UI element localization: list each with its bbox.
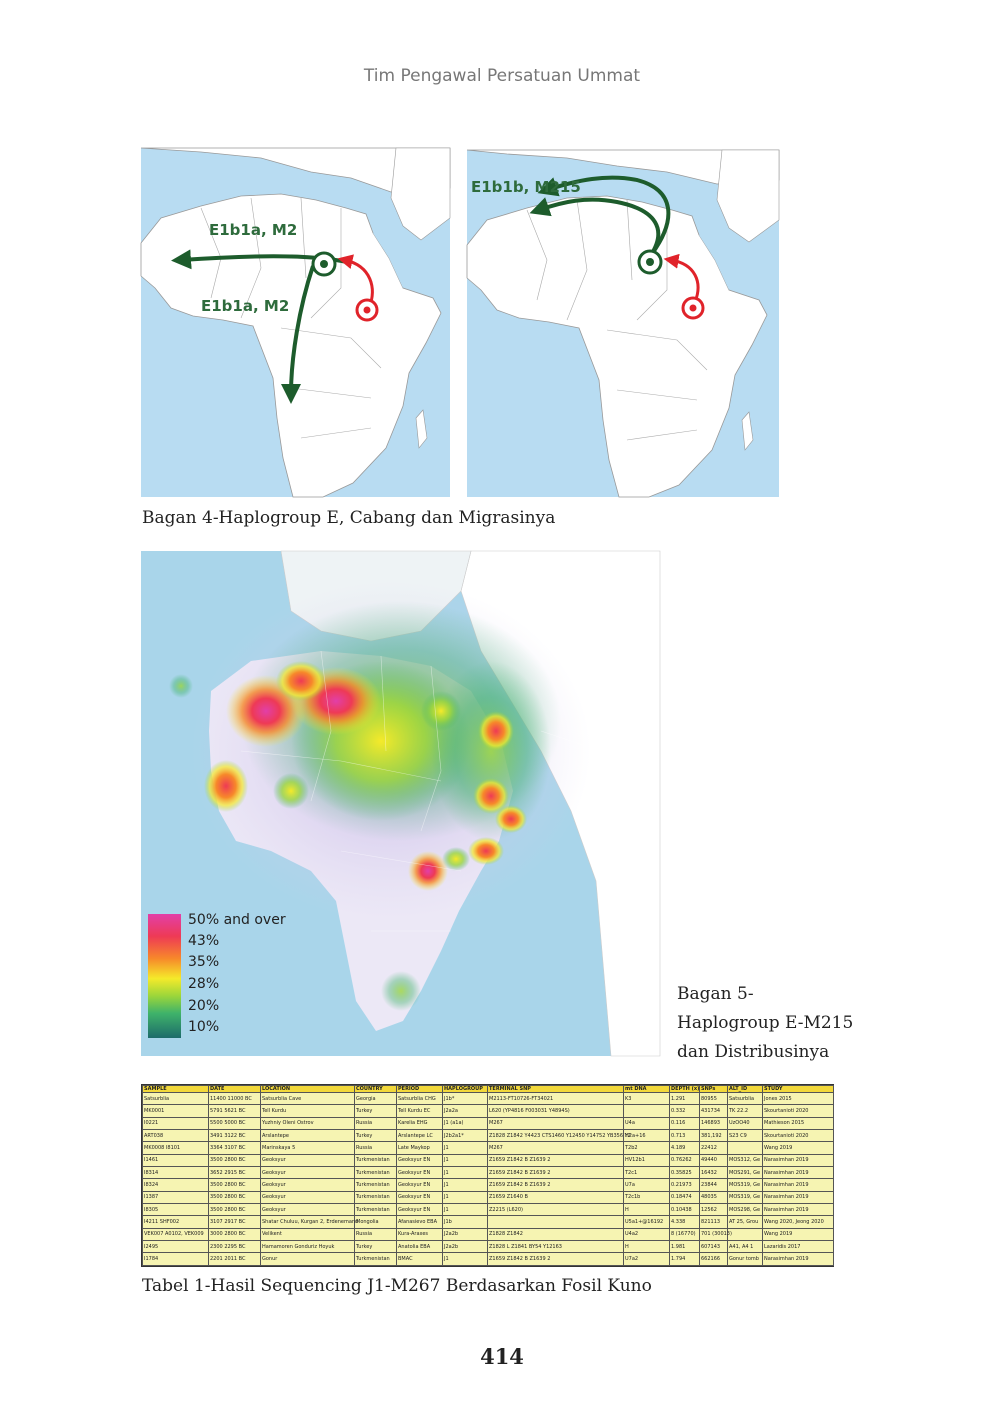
table-cell: 5500 5000 BC	[209, 1117, 261, 1129]
table-cell: Shatar Chuluu, Kurgan 2, Erdenemand	[261, 1216, 355, 1228]
table-cell: 0.116	[670, 1117, 700, 1129]
table-header-cell: HAPLOGROUP	[443, 1086, 488, 1093]
table-cell: Z2215 (L620)	[488, 1204, 624, 1216]
table-cell: Narasimhan 2019	[763, 1154, 834, 1166]
table-header-cell: LOCATION	[261, 1086, 355, 1093]
table-cell: Russia	[355, 1117, 397, 1129]
figure4-caption: Bagan 4-Haplogroup E, Cabang dan Migrasinya	[142, 508, 556, 528]
table-row	[143, 1142, 834, 1154]
table-cell: Afanasievo EBA	[397, 1216, 443, 1228]
table-cell: S23 C9	[728, 1130, 763, 1142]
table-header-cell: STUDY	[763, 1086, 834, 1093]
table-cell: 146893	[700, 1117, 728, 1129]
table-cell: MOS312, Ge	[728, 1154, 763, 1166]
table-header-cell: ALT_ID	[728, 1086, 763, 1093]
table-cell: J2a2b	[443, 1228, 488, 1240]
table-cell: Anatolia EBA	[397, 1241, 443, 1253]
table-cell: Velikent	[261, 1228, 355, 1240]
table-cell: J1b*	[443, 1093, 488, 1105]
table-cell: Late Maykop	[397, 1142, 443, 1154]
table-cell: 0.332	[670, 1105, 700, 1117]
table-cell: 431734	[700, 1105, 728, 1117]
table-cell: I1387	[143, 1191, 209, 1203]
table-cell: 1.291	[670, 1093, 700, 1105]
legend-level: 10%	[188, 1019, 220, 1035]
table-cell: VEK007 A0102, VEK009	[143, 1228, 209, 1240]
table-row	[143, 1191, 834, 1203]
table-row	[143, 1167, 834, 1179]
table-cell: MOS291, Ge	[728, 1167, 763, 1179]
table-cell: ART038	[143, 1130, 209, 1142]
table-cell: J1 (a1a)	[443, 1117, 488, 1129]
table-cell: M2113-FT10726-FT34021	[488, 1093, 624, 1105]
table-cell: Karelia EHG	[397, 1117, 443, 1129]
table-cell	[488, 1216, 624, 1228]
table-cell: Z1659 Z1842 B Z1639 2	[488, 1154, 624, 1166]
table-cell: MK0001	[143, 1105, 209, 1117]
table-cell: Narasimhan 2019	[763, 1204, 834, 1216]
table-cell: J1	[443, 1154, 488, 1166]
table-cell: Wang 2019	[763, 1142, 834, 1154]
table-cell: 662166	[700, 1253, 728, 1266]
table-cell: BMAC	[397, 1253, 443, 1266]
table-cell: 3500 2800 BC	[209, 1204, 261, 1216]
table-cell: 12562	[700, 1204, 728, 1216]
table-cell: 23844	[700, 1179, 728, 1191]
table-cell: Jones 2015	[763, 1093, 834, 1105]
table-cell: 49440	[700, 1154, 728, 1166]
table-cell: 607143	[700, 1241, 728, 1253]
table-cell: 3652 2915 BC	[209, 1167, 261, 1179]
table-cell: Yuzhniy Oleni Ostrov	[261, 1117, 355, 1129]
table-header-cell: SNPs	[700, 1086, 728, 1093]
table-row	[143, 1130, 834, 1142]
table-cell: MOS319, Ge	[728, 1179, 763, 1191]
table-cell: U4a2	[624, 1228, 670, 1240]
table-cell: Satsurblia Cave	[261, 1093, 355, 1105]
figure5-caption: Bagan 5- Haplogroup E-M215 dan Distribusinya	[677, 984, 854, 1062]
table-cell	[728, 1142, 763, 1154]
table-cell: I0221	[143, 1117, 209, 1129]
table-cell: 4.189	[670, 1142, 700, 1154]
table-cell: Geoksyur	[261, 1191, 355, 1203]
table-cell: U5a1+@16192	[624, 1216, 670, 1228]
table-cell: Geoksyur EN	[397, 1154, 443, 1166]
table-cell: 11400 11000 BC	[209, 1093, 261, 1105]
table-cell: H2a+16	[624, 1130, 670, 1142]
table-cell: 3500 2800 BC	[209, 1179, 261, 1191]
table-cell: L620 (YP4816 F003031 Y4894S)	[488, 1105, 624, 1117]
table-cell: 2201 2011 BC	[209, 1253, 261, 1266]
table-cell: T2b2	[624, 1142, 670, 1154]
table-cell: Narasimhan 2019	[763, 1253, 834, 1266]
table-cell: Turkmenistan	[355, 1167, 397, 1179]
map-e1b1a-migration	[141, 148, 450, 497]
table-cell: Satsurblia	[728, 1093, 763, 1105]
table-header-cell: PERIOD	[397, 1086, 443, 1093]
table-cell: Turkmenistan	[355, 1253, 397, 1266]
table-cell: 80955	[700, 1093, 728, 1105]
table-cell: Turkmenistan	[355, 1179, 397, 1191]
table-cell: Wang 2019	[763, 1228, 834, 1240]
table-cell: Gonur tomb	[728, 1253, 763, 1266]
table-cell: Geoksyur EN	[397, 1204, 443, 1216]
table-cell: J1	[443, 1167, 488, 1179]
table-cell: Geoksyur	[261, 1204, 355, 1216]
table-cell: Geoksyur EN	[397, 1179, 443, 1191]
table-header-cell: COUNTRY	[355, 1086, 397, 1093]
table-cell: Z1659 Z1842 B Z1639 2	[488, 1167, 624, 1179]
table-cell	[624, 1105, 670, 1117]
table-cell: Gonur	[261, 1253, 355, 1266]
table-header-cell: SAMPLE	[143, 1086, 209, 1093]
table-cell: Narasimhan 2019	[763, 1191, 834, 1203]
label-e1b1a-south: E1b1a, M2	[201, 297, 290, 315]
table-cell: Turkey	[355, 1130, 397, 1142]
table-cell: 0.713	[670, 1130, 700, 1142]
table-cell: I8305	[143, 1204, 209, 1216]
table-cell: M267	[488, 1142, 624, 1154]
table-cell: TK 22.2	[728, 1105, 763, 1117]
table-cell: Narasimhan 2019	[763, 1167, 834, 1179]
table-cell: Z1828 Z1842 Y4423 CTS1460 Y12450 Y14752 YB356 Y2	[488, 1130, 624, 1142]
table-cell: 0.10438	[670, 1204, 700, 1216]
table-cell: J1	[443, 1253, 488, 1266]
table-cell: 3364 3107 BC	[209, 1142, 261, 1154]
table-cell: UzOO40	[728, 1117, 763, 1129]
table-cell: J1	[443, 1142, 488, 1154]
table-cell: J1	[443, 1204, 488, 1216]
table-cell: H	[624, 1204, 670, 1216]
table-cell: 0.18474	[670, 1191, 700, 1203]
table-cell: Geoksyur	[261, 1167, 355, 1179]
table-cell: Satsurblia	[143, 1093, 209, 1105]
table-cell: J2a2a	[443, 1105, 488, 1117]
table-cell: 5791 5621 BC	[209, 1105, 261, 1117]
table-cell: Narasimhan 2019	[763, 1179, 834, 1191]
table-cell: Mongolia	[355, 1216, 397, 1228]
table-cell: Georgia	[355, 1093, 397, 1105]
table-row	[143, 1216, 834, 1228]
table-row	[143, 1179, 834, 1191]
table-cell: J1	[443, 1191, 488, 1203]
table-cell: 3107 2917 BC	[209, 1216, 261, 1228]
table-cell: Tell Kurdu	[261, 1105, 355, 1117]
table-cell: Geoksyur EN	[397, 1167, 443, 1179]
table-cell: 0.76262	[670, 1154, 700, 1166]
table-cell: U7a2	[624, 1253, 670, 1266]
table-cell: Turkey	[355, 1241, 397, 1253]
table-cell: T2c1b	[624, 1191, 670, 1203]
table-cell: Turkmenistan	[355, 1204, 397, 1216]
table-cell: Russia	[355, 1228, 397, 1240]
heatmap-e-m215	[141, 551, 660, 1056]
table-cell: Kura-Araxes	[397, 1228, 443, 1240]
table-cell: U4a	[624, 1117, 670, 1129]
table-cell: Lazaridis 2017	[763, 1241, 834, 1253]
table-header-cell: DEPTH (x)	[671, 1086, 700, 1092]
table-cell: I8314	[143, 1167, 209, 1179]
table-cell: HV12b1	[624, 1154, 670, 1166]
legend-level: 20%	[188, 998, 220, 1014]
table-cell: H	[624, 1241, 670, 1253]
table-cell	[728, 1228, 763, 1240]
table-cell: I2495	[143, 1241, 209, 1253]
table-cell: 4.338	[670, 1216, 700, 1228]
table-cell: Z1659 Z1640 B	[488, 1191, 624, 1203]
table-cell: I1784	[143, 1253, 209, 1266]
table-cell: Skourtanioti 2020	[763, 1130, 834, 1142]
table-cell: Turkmenistan	[355, 1191, 397, 1203]
table-cell: 22412	[700, 1142, 728, 1154]
table-cell: T2c1	[624, 1167, 670, 1179]
table-cell: Turkey	[355, 1105, 397, 1117]
table-cell: Z1828 Z1842	[488, 1228, 624, 1240]
label-e1b1a-west: E1b1a, M2	[209, 221, 298, 239]
table-cell: Geoksyur	[261, 1154, 355, 1166]
legend-level: 35%	[188, 954, 220, 970]
map-e1b1b-migration	[467, 150, 779, 497]
table-row	[143, 1105, 834, 1117]
table-cell: Wang 2020, Jeong 2020	[763, 1216, 834, 1228]
table-cell: U7a	[624, 1179, 670, 1191]
table-cell: Arslantepe	[261, 1130, 355, 1142]
table-cell: Hamamoren Gonduriz Hoyuk	[261, 1241, 355, 1253]
table-header-cell: TERMINAL SNP	[488, 1086, 624, 1093]
table-cell: J1	[443, 1179, 488, 1191]
table-cell: Geoksyur EN	[397, 1191, 443, 1203]
table-cell: 0.35825	[670, 1167, 700, 1179]
legend-level: 43%	[188, 933, 220, 949]
table-row	[143, 1154, 834, 1166]
table-cell: Arslantepe LC	[397, 1130, 443, 1142]
table-cell: Skourtanioti 2020	[763, 1105, 834, 1117]
table-row	[143, 1241, 834, 1253]
table-cell: Z1828 L Z1841 BY54 Y12163	[488, 1241, 624, 1253]
table-header-row	[143, 1086, 834, 1093]
table-cell: J1b	[443, 1216, 488, 1228]
table-cell: 3491 3122 BC	[209, 1130, 261, 1142]
table-row	[143, 1228, 834, 1240]
table-cell: I8324	[143, 1179, 209, 1191]
table-row	[143, 1204, 834, 1216]
table-cell: 821113	[700, 1216, 728, 1228]
table-cell: 0.21973	[670, 1179, 700, 1191]
table-cell: Z1659 Z1842 B Z1639 2	[488, 1253, 624, 1266]
table-cell: M267	[488, 1117, 624, 1129]
table-row	[143, 1117, 834, 1129]
label-e1b1b: E1b1b, M215	[471, 178, 581, 196]
table-cell: K3	[624, 1093, 670, 1105]
table-cell: Geoksyur	[261, 1179, 355, 1191]
table-cell: Z1659 Z1842 B Z1639 2	[488, 1179, 624, 1191]
table-cell: I4211 SHF002	[143, 1216, 209, 1228]
table-row	[143, 1253, 834, 1266]
table-cell: J2a2b	[443, 1241, 488, 1253]
running-title: Tim Pengawal Persatuan Ummat	[363, 66, 641, 86]
table-cell: 3000 2800 BC	[209, 1228, 261, 1240]
table-cell: 48035	[700, 1191, 728, 1203]
table-header-cell: DATE	[209, 1086, 261, 1093]
sequencing-table	[141, 1084, 834, 1267]
table-cell: Turkmenistan	[355, 1154, 397, 1166]
table-cell: Marinskaya 5	[261, 1142, 355, 1154]
table-cell: I1461	[143, 1154, 209, 1166]
table-cell: 381,192	[700, 1130, 728, 1142]
table-row	[143, 1093, 834, 1105]
table-header-cell: mt DNA	[624, 1086, 670, 1093]
table-cell: 3500 2800 BC	[209, 1191, 261, 1203]
legend-level: 28%	[188, 976, 220, 992]
table-cell: Satsurblia CHG	[397, 1093, 443, 1105]
table-cell: 1.794	[670, 1253, 700, 1266]
table-cell: J2b2a1*	[443, 1130, 488, 1142]
table-cell: Mathieson 2015	[763, 1117, 834, 1129]
table-cell: MK0008 I8101	[143, 1142, 209, 1154]
legend-color-scale	[148, 914, 181, 1038]
table-cell: MOS319, Ge	[728, 1191, 763, 1203]
table-cell: Tell Kurdu EC	[397, 1105, 443, 1117]
table-cell: A41, A4 1	[728, 1241, 763, 1253]
heatmap-legend	[148, 912, 298, 1042]
table-cell: 1.981	[670, 1241, 700, 1253]
table-cell: 701 (30013)	[700, 1228, 728, 1240]
page-number: 414	[480, 1344, 524, 1369]
table-cell: 2300 2295 BC	[209, 1241, 261, 1253]
legend-level: 50% and over	[188, 912, 286, 928]
table1-caption: Tabel 1-Hasil Sequencing J1-M267 Berdasarkan Fosil Kuno	[142, 1276, 652, 1296]
table-cell: 3500 2800 BC	[209, 1154, 261, 1166]
table-cell: Russia	[355, 1142, 397, 1154]
table-cell: MOS298, Ge	[728, 1204, 763, 1216]
table-cell: AT 25, Grou	[728, 1216, 763, 1228]
table-cell: 8 (16770)	[670, 1228, 700, 1240]
table-cell: 16432	[700, 1167, 728, 1179]
